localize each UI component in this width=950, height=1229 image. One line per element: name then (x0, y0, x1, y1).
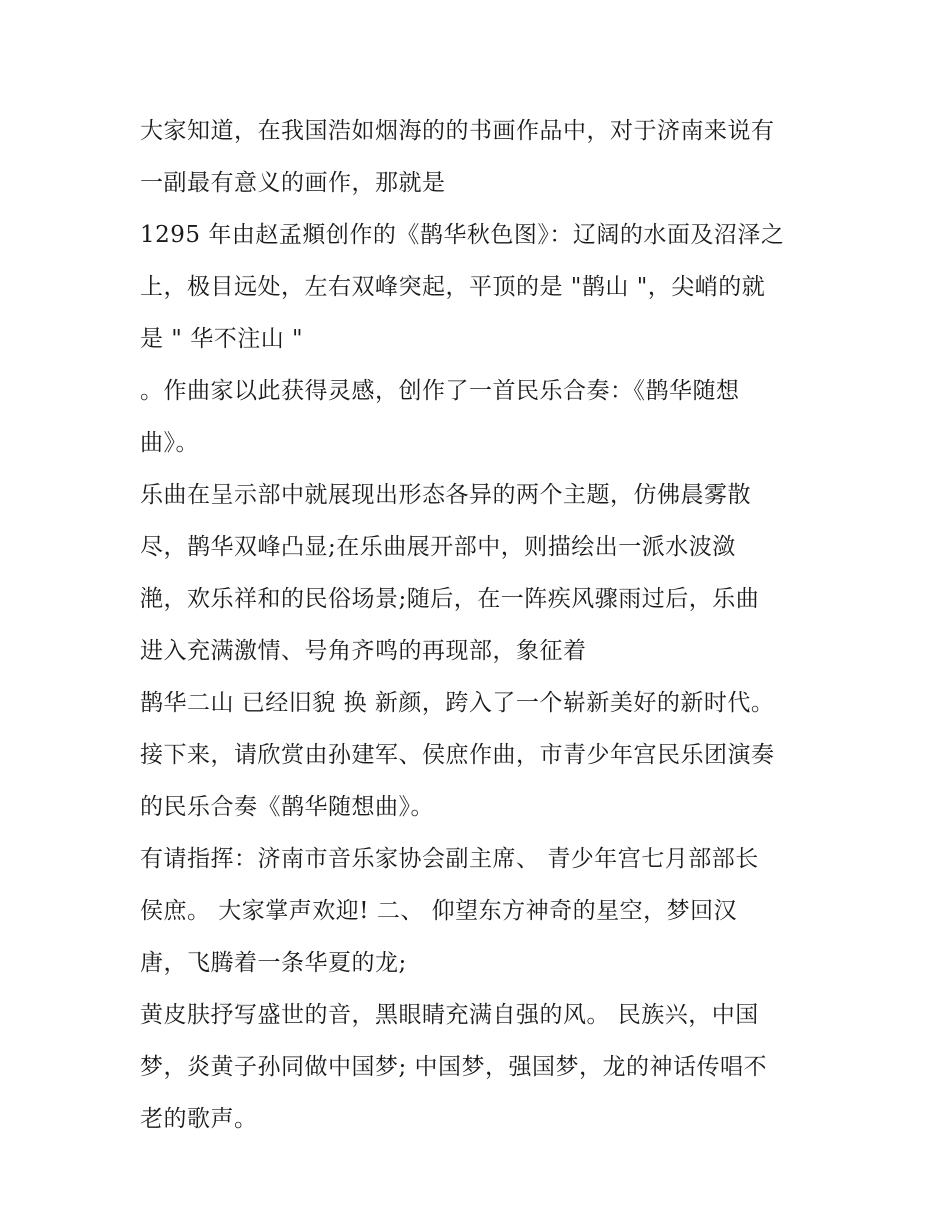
text-line: 有请指挥：济南市音乐家协会副主席、 青少年宫七月部部长 (140, 846, 759, 872)
text-line: 侯庶。 大家掌声欢迎! 二、 仰望东方神奇的星空，梦回汉 (140, 898, 738, 924)
body-text (140, 105, 830, 1145)
text-line: 。作曲家以此获得灵感，创作了一首民乐合奏：《鹊华随想 (140, 378, 740, 404)
text-line: 上，极目远处，左右双峰突起，平顶的是 "鹊山 "，尖峭的就 (140, 274, 766, 300)
text-line: 黄皮肤抒写盛世的音，黑眼睛充满自强的风。 民族兴，中国 (140, 1002, 759, 1028)
text-line: 一副最有意义的画作，那就是 (140, 170, 446, 196)
text-line: 是 " 华不注山 " (140, 326, 304, 352)
text-line: 鹊华二山 已经旧貌 换 新颜，跨入了一个崭新美好的新时代。 (140, 690, 775, 716)
text-line: 乐曲在呈示部中就展现出形态各异的两个主题，仿佛晨雾散 (140, 482, 751, 508)
text-line: 梦，炎黄子孙同做中国梦; 中国梦，强国梦，龙的神话传唱不 (140, 1054, 768, 1080)
text-line: 进入充满激情、号角齐鸣的再现部，象征着 (140, 638, 587, 664)
text-line: 的民乐合奏《鹊华随想曲》。 (140, 794, 434, 820)
text-line: 滟，欢乐祥和的民俗场景;随后，在一阵疾风骤雨过后，乐曲 (140, 586, 760, 612)
text-line: 唐，飞腾着一条华夏的龙; (140, 950, 407, 976)
text-line: 老的歌声。 (140, 1106, 258, 1132)
text-line: 接下来，请欣赏由孙建军、侯庶作曲，市青少年宫民乐团演奏 (140, 742, 775, 768)
text-line: 大家知道，在我国浩如烟海的的书画作品中，对于济南来说有 (140, 118, 775, 144)
text-line: 曲》。 (140, 430, 199, 456)
text-line: 尽，鹊华双峰凸显;在乐曲展开部中，则描绘出一派水波潋 (140, 534, 736, 560)
text-line: 1295 年由赵孟頫创作的《鹊华秋色图》：辽阔的水面及沼泽之 (140, 222, 785, 248)
